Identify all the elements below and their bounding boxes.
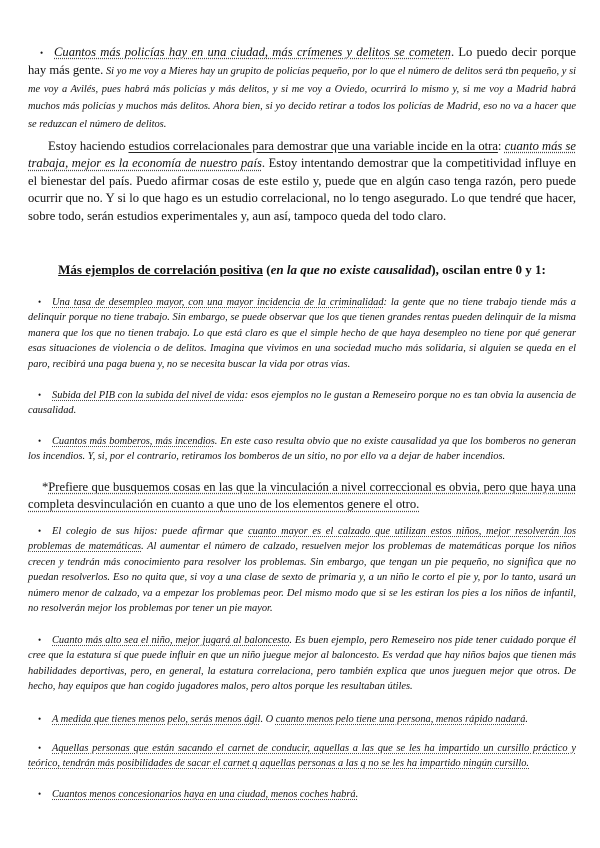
bullet-icon: • <box>38 714 42 724</box>
note-paragraph <box>28 479 576 514</box>
paragraph-text: . Estoy intentando demostrar que la competitividad influye en el bienestar del país. Puedo afirmar cosas de este estilo y, puede que en algún caso tenga razón, pero puede ocurrir que no. Y si lo que hago es un estudio correlacional, no lo tengo asegurado. Lo que tendré que hacer, sobre todo, serán estudios experimentales y, aun así, tampoco queda del todo claro. <box>28 156 576 223</box>
item-end: . <box>525 714 529 725</box>
example-link[interactable]: A medida que tienes menos pelo, serás menos ágil <box>52 714 261 725</box>
note-text: Prefiere que busquemos cosas en las que la vinculación a nivel correccional es obvia, pero que haya una completa desvinculación en cuanto a que uno de los elementos genere el otro. <box>28 480 576 512</box>
item-text: . Al aumentar el número de calzado, resuelven mejor los problemas de matemáticas porque los niños crecen y tendrán más conocimiento para resolver los problemas. Sin embargo, que tengan un pie pequeño, no significa que no puedan resolverlos. Eso no quita que, si voy a una clase de sexto de primaria y, a un niño le corto el pie y, por lo tanto, usará un número menor de calzado, va a empezar los problemas peor. Del mismo modo que si se les estiran los pies a los niños de infantil, no resolverán mejor los problemas por tener un pie mayor. <box>28 541 576 615</box>
list-item-colegio <box>28 524 576 616</box>
example-link[interactable]: cuanto más se trabaja, mejor es la economía de nuestro país <box>28 139 576 171</box>
paragraph-text: . Lo puedo decir porque hay más gente. <box>28 45 576 78</box>
bullet-icon: • <box>38 635 42 645</box>
example-link-2[interactable]: cuanto menos pelo tiene una persona, menos rápido nadará <box>275 714 526 725</box>
item-text: : la gente que no tiene trabajo tiende más a delinquir porque no tiene trabajo. Sin embargo, se puede observar que los que tienen grandes rentas pueden delinquir de la misma manera que los que no tienen trabajo. Lo que está claro es que el simple hecho de que haya desempleo no tiene por qué generar esas situaciones de violencia o de delitos. Imagina que vivimos en una sociedad mucho más solidaria, si alguien se queda en el paro, recibirá una paga buena y, no se necesita buscar la vida por otras vías. <box>28 297 576 370</box>
heading-close: ), oscilan entre 0 y 1: <box>431 262 546 277</box>
example-link[interactable]: Cuantos más policías hay en una ciudad, más crímenes y delitos se cometen <box>54 45 451 59</box>
bullet-icon: • <box>38 526 42 536</box>
bullet-icon: • <box>38 297 42 307</box>
bullet-icon: • <box>38 390 42 400</box>
item-text: . Es buen ejemplo, pero Remeseiro nos pide tener cuidado porque él cree que la estatura sí que puede influir en que un niño juegue mejor al baloncesto. Es verdad que hay niños bajos que tienen más habilidades deportivas, pero, en general, la estatura correlaciona, pero también explica que unos jueguen mejor que otros. De hecho, hay equipos que han cogido jugadores malos, pero altos porque les resultaban útiles. <box>28 635 576 693</box>
heading-italic: en la que no existe causalidad <box>270 262 432 277</box>
example-link[interactable]: Aquellas personas que están sacando el carnet de conducir, aquellas a las que se les ha impartido un cursillo práctico y teórico, tendrán más posibilidades de sacar el carnet q aquellas personas a las q no se les ha impartido ningún cursillo. <box>28 743 576 770</box>
colon: : <box>497 139 505 153</box>
example-link[interactable]: Subida del PIB con la subida del nivel de vida <box>52 390 245 401</box>
bullet-icon: • <box>40 48 44 58</box>
heading-paren-open: ( <box>262 262 271 277</box>
bullet-icon: • <box>38 789 42 799</box>
list-item-pelo <box>28 712 576 727</box>
section-heading <box>28 261 576 278</box>
list-item-concesionarios <box>28 787 576 802</box>
list-item-baloncesto <box>28 633 576 695</box>
item-mid: . O <box>260 714 276 725</box>
bullet-icon: • <box>38 743 42 753</box>
list-item-desempleo <box>28 295 576 372</box>
paragraph-policias <box>28 44 576 132</box>
item-text: : esos ejemplos no le gustan a Remeseiro porque no es tan obvia la ausencia de causalidad. <box>28 390 576 417</box>
example-link[interactable]: Cuantos menos concesionarios haya en una ciudad, menos coches habrá. <box>52 789 359 800</box>
paragraph-estudios <box>28 138 576 225</box>
list-item-bomberos <box>28 434 576 465</box>
paragraph-explanation: Si yo me voy a Mieres hay un grupito de policías pequeño, por lo que el número de delitos será tbn pequeño, y si me voy a Avilés, pues habrá más policías y más delitos, y si me voy a Oviedo, ocurrirá lo mismo y, si me voy a Madrid habrá muchos más policías y muchos más delitos. Ahora bien, si yo decido retirar a todos los policías de Madrid, eso no va a hacer que se reduzcan el número de delitos. <box>28 66 577 130</box>
underlined-phrase: estudios correlacionales para demostrar que una variable incide en la otra <box>128 139 498 153</box>
example-link[interactable]: Una tasa de desempleo mayor, con una mayor incidencia de la criminalidad <box>52 297 384 308</box>
bullet-icon: • <box>38 436 42 446</box>
paragraph-pre: Estoy haciendo <box>48 139 129 153</box>
list-item-carnet <box>28 741 576 772</box>
note-star: * <box>42 480 49 494</box>
example-link[interactable]: Cuantos más bomberos, más incendios <box>52 436 215 447</box>
item-pre: El colegio de sus hijos: puede afirmar que <box>52 526 249 537</box>
example-link[interactable]: Cuanto más alto sea el niño, mejor jugará al baloncesto <box>52 635 290 646</box>
list-item-pib <box>28 388 576 419</box>
example-link[interactable]: cuanto mayor es el calzado que utilizan estos niños, mejor resolverán los problemas de matemáticas <box>28 526 576 553</box>
heading-underlined: Más ejemplos de correlación positiva <box>58 262 263 277</box>
item-text: . En este caso resulta obvio que no existe causalidad ya que los bomberos no generan los incendios. Y, si, por el contrario, retiramos los bomberos de un sitio, no por ello va a dejar de haber incendios. <box>28 436 576 463</box>
